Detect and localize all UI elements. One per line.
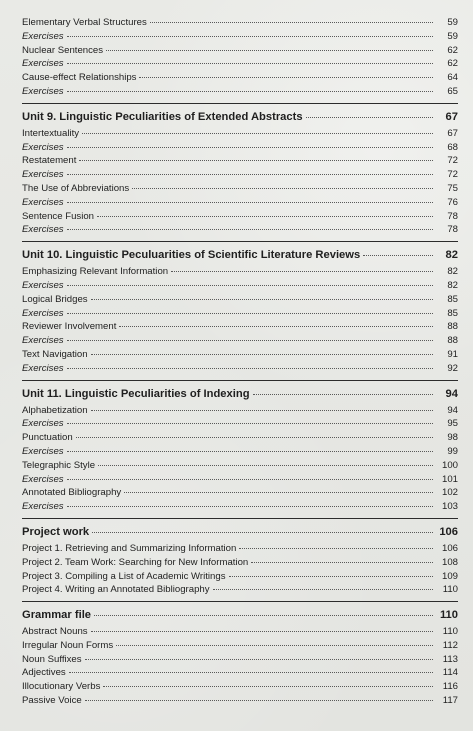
- unit-heading: [22, 380, 458, 404]
- dot-leader: [67, 285, 433, 286]
- dot-leader: [103, 686, 433, 687]
- toc-page-number: 100: [441, 459, 458, 471]
- toc-entry: [22, 30, 458, 44]
- toc-entry: [22, 680, 458, 694]
- toc-entry-label: Exercises: [22, 85, 64, 97]
- dot-leader: [91, 631, 433, 632]
- dot-leader: [253, 394, 433, 395]
- dot-leader: [67, 423, 433, 424]
- toc-entry: [22, 57, 458, 71]
- dot-leader: [67, 340, 433, 341]
- dot-leader: [132, 188, 433, 189]
- section-page-number: 106: [439, 525, 458, 538]
- toc-page-number: 85: [447, 293, 458, 305]
- unit-page-number: 94: [445, 387, 458, 400]
- dot-leader: [67, 451, 433, 452]
- toc-entry: [22, 210, 458, 224]
- toc-entry-label: Abstract Nouns: [22, 626, 88, 638]
- toc-entry-label: Exercises: [22, 473, 64, 485]
- toc-entry: [22, 223, 458, 237]
- grammar-file-section: [22, 601, 458, 708]
- toc-entry: [22, 583, 458, 597]
- toc-page-number: 109: [441, 570, 458, 582]
- dot-leader: [92, 532, 433, 533]
- toc-page-number: 110: [442, 626, 458, 638]
- toc-page-number: 68: [447, 141, 458, 153]
- toc-entry: [22, 348, 458, 362]
- toc-entry-label: Elementary Verbal Structures: [22, 17, 147, 28]
- dot-leader: [67, 147, 433, 148]
- toc-entry-label: Intertextuality: [22, 127, 80, 139]
- toc-page-number: 103: [441, 501, 458, 513]
- toc-page-number: 95: [447, 418, 458, 430]
- toc-entry: [22, 431, 458, 445]
- toc-entry: [22, 570, 458, 584]
- toc-page-number: 85: [447, 307, 458, 319]
- toc-entry-label: Restatement: [22, 155, 77, 167]
- toc-entry-label: Exercises: [22, 307, 64, 319]
- toc-entry-label: Project 2. Team Work: Searching for New Information: [22, 556, 249, 568]
- toc-entry: [22, 404, 458, 418]
- toc-page-number: 64: [447, 72, 458, 84]
- toc-entry: [22, 141, 458, 155]
- unit-heading: [22, 241, 458, 265]
- toc-page-number: 108: [441, 556, 458, 568]
- unit-title: Unit 10. Linguistic Peculuarities of Scientific Literature Reviews: [22, 249, 361, 262]
- toc-entry: [22, 694, 458, 708]
- toc-entry-label: Exercises: [22, 445, 64, 457]
- toc-entry: [22, 445, 458, 459]
- dot-leader: [82, 133, 433, 134]
- dot-leader: [67, 63, 433, 64]
- dot-leader: [124, 492, 433, 493]
- toc-page-number: 59: [447, 17, 458, 28]
- dot-leader: [85, 659, 433, 660]
- toc-entry: [22, 556, 458, 570]
- unit-title: Unit 11. Linguistic Peculiarities of Indexing: [22, 387, 250, 400]
- dot-leader: [85, 700, 433, 701]
- toc-entry: [22, 16, 458, 30]
- dot-leader: [171, 271, 433, 272]
- dot-leader: [150, 22, 433, 23]
- toc-entry: [22, 542, 458, 556]
- toc-entry-label: Exercises: [22, 362, 64, 374]
- toc-entry-label: Punctuation: [22, 432, 73, 444]
- toc-entry-label: Project 4. Writing an Annotated Bibliography: [22, 584, 210, 596]
- toc-page-number: 94: [447, 404, 458, 416]
- toc-page-number: 62: [447, 58, 458, 70]
- dot-leader: [79, 160, 433, 161]
- toc-page-number: 99: [447, 445, 458, 457]
- toc-entry: [22, 653, 458, 667]
- toc-entry: [22, 127, 458, 141]
- dot-leader: [239, 548, 433, 549]
- toc-page-number: 114: [442, 667, 458, 679]
- toc-page-number: 106: [441, 542, 458, 554]
- section-title: Project work: [22, 525, 90, 538]
- toc-entry-label: Exercises: [22, 169, 64, 181]
- dot-leader: [119, 326, 433, 327]
- unit-page-number: 67: [445, 110, 458, 123]
- dot-leader: [363, 255, 433, 256]
- toc-entry: [22, 168, 458, 182]
- toc-entry-label: Exercises: [22, 196, 64, 208]
- toc-page-number: 113: [442, 653, 458, 665]
- toc-entry-label: Irregular Noun Forms: [22, 639, 114, 651]
- toc-entry-label: Logical Bridges: [22, 293, 88, 305]
- table-of-contents: [22, 16, 458, 712]
- toc-page-number: 62: [447, 44, 458, 56]
- dot-leader: [67, 36, 433, 37]
- toc-entry-label: Project 3. Compiling a List of Academic Writings: [22, 570, 226, 582]
- toc-entry: [22, 625, 458, 639]
- section-heading: [22, 601, 458, 625]
- toc-entry: [22, 417, 458, 431]
- toc-entry-label: Noun Suffixes: [22, 653, 82, 665]
- dot-leader: [251, 562, 433, 563]
- toc-entry-label: Alphabetization: [22, 404, 88, 416]
- dot-leader: [116, 645, 433, 646]
- toc-page-number: 59: [447, 30, 458, 42]
- dot-leader: [67, 479, 433, 480]
- toc-page-number: 72: [447, 169, 458, 181]
- toc-entry-label: Cause-effect Relationships: [22, 72, 137, 84]
- toc-entry: [22, 334, 458, 348]
- dot-leader: [91, 410, 433, 411]
- dot-leader: [91, 299, 433, 300]
- unit-page-number: 82: [445, 249, 458, 262]
- toc-page-number: 91: [447, 348, 458, 360]
- toc-entry: [22, 473, 458, 487]
- dot-leader: [76, 437, 433, 438]
- toc-page-number: 116: [442, 681, 458, 693]
- section-page-number: 110: [439, 609, 458, 622]
- toc-page-number: 82: [447, 266, 458, 278]
- toc-page-number: 88: [447, 321, 458, 333]
- toc-entry: [22, 320, 458, 334]
- toc-entry-label: Project 1. Retrieving and Summarizing Information: [22, 542, 237, 554]
- toc-entry-label: Exercises: [22, 58, 64, 70]
- toc-entry-label: Exercises: [22, 141, 64, 153]
- toc-entry-label: Sentence Fusion: [22, 210, 94, 222]
- toc-entry-label: Adjectives: [22, 667, 66, 679]
- toc-entry-label: Exercises: [22, 30, 64, 42]
- section-heading: [22, 518, 458, 542]
- toc-entry: [22, 265, 458, 279]
- toc-entry: [22, 500, 458, 514]
- toc-entry-label: Telegraphic Style: [22, 459, 96, 471]
- toc-entry: [22, 71, 458, 85]
- toc-entry: [22, 486, 458, 500]
- section-title: Grammar file: [22, 609, 92, 622]
- toc-entry: [22, 362, 458, 376]
- toc-intro-section: [22, 16, 458, 99]
- dot-leader: [67, 202, 433, 203]
- dot-leader: [69, 672, 433, 673]
- toc-entry: [22, 666, 458, 680]
- toc-entry: [22, 639, 458, 653]
- toc-entry: [22, 85, 458, 99]
- dot-leader: [67, 174, 433, 175]
- toc-entry-label: Illocutionary Verbs: [22, 681, 101, 693]
- toc-entry-label: Emphasizing Relevant Information: [22, 266, 169, 278]
- toc-entry-label: Annotated Bibliography: [22, 487, 122, 499]
- toc-entry-label: Exercises: [22, 279, 64, 291]
- toc-entry: [22, 154, 458, 168]
- toc-page-number: 65: [447, 85, 458, 97]
- toc-entry: [22, 293, 458, 307]
- toc-page-number: 67: [447, 127, 458, 139]
- toc-page-number: 88: [447, 335, 458, 347]
- toc-entry-label: Nuclear Sentences: [22, 44, 104, 56]
- toc-page-number: 82: [447, 279, 458, 291]
- dot-leader: [91, 354, 433, 355]
- dot-leader: [98, 465, 433, 466]
- toc-page-number: 112: [442, 639, 458, 651]
- unit-10-section: [22, 241, 458, 375]
- toc-page-number: 101: [441, 473, 458, 485]
- dot-leader: [213, 589, 433, 590]
- toc-entry-label: Exercises: [22, 335, 64, 347]
- toc-page-number: 78: [447, 210, 458, 222]
- toc-page-number: 117: [442, 695, 458, 707]
- toc-entry-label: Exercises: [22, 418, 64, 430]
- dot-leader: [106, 50, 433, 51]
- toc-entry-label: Text Navigation: [22, 348, 88, 360]
- toc-page-number: 102: [441, 487, 458, 499]
- toc-page-number: 78: [447, 224, 458, 236]
- toc-page-number: 72: [447, 155, 458, 167]
- toc-entry-label: Exercises: [22, 501, 64, 513]
- project-work-section: [22, 518, 458, 597]
- toc-page-number: 75: [447, 182, 458, 194]
- dot-leader: [67, 229, 433, 230]
- toc-entry-label: Passive Voice: [22, 695, 82, 707]
- toc-entry-label: The Use of Abbreviations: [22, 182, 130, 194]
- dot-leader: [229, 576, 433, 577]
- toc-entry: [22, 307, 458, 321]
- toc-entry: [22, 279, 458, 293]
- toc-entry: [22, 196, 458, 210]
- dot-leader: [97, 216, 433, 217]
- unit-title: Unit 9. Linguistic Peculiarities of Extended Abstracts: [22, 110, 303, 123]
- unit-11-section: [22, 380, 458, 514]
- dot-leader: [94, 615, 433, 616]
- toc-page-number: 76: [447, 196, 458, 208]
- unit-heading: [22, 103, 458, 127]
- toc-entry-label: Exercises: [22, 224, 64, 236]
- toc-page-number: 110: [442, 584, 458, 596]
- dot-leader: [67, 91, 433, 92]
- dot-leader: [67, 506, 433, 507]
- toc-page-number: 98: [447, 432, 458, 444]
- toc-page-number: 92: [447, 362, 458, 374]
- toc-entry: [22, 459, 458, 473]
- dot-leader: [67, 368, 433, 369]
- dot-leader: [67, 313, 433, 314]
- dot-leader: [139, 77, 433, 78]
- unit-9-section: [22, 103, 458, 237]
- toc-entry: [22, 44, 458, 58]
- toc-entry: [22, 182, 458, 196]
- toc-entry-label: Reviewer Involvement: [22, 321, 117, 333]
- dot-leader: [306, 117, 433, 118]
